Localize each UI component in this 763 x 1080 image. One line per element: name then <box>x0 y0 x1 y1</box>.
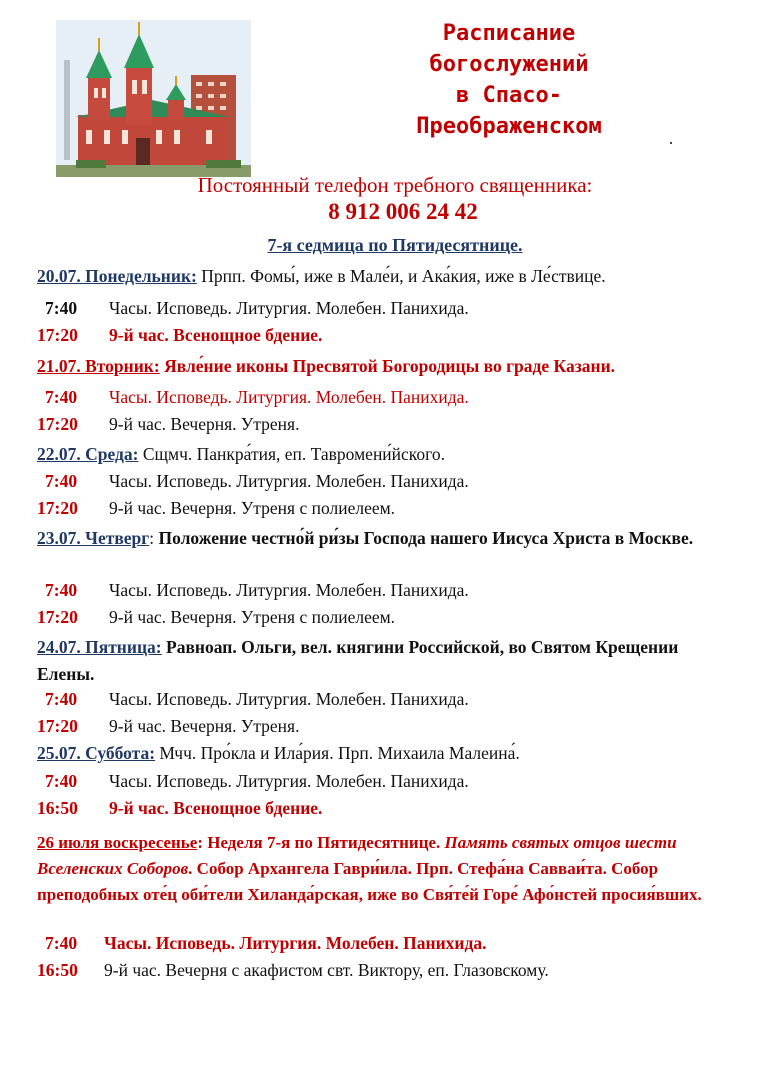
service-time: 7:40 <box>45 471 78 491</box>
day-description: Сщмч. Панкра́тия, еп. Тавромени́йского. <box>142 444 446 464</box>
service-text: 9-й час. Вечерня. Утреня. <box>109 414 300 434</box>
service-row <box>37 689 469 710</box>
day-date: 22.07. Среда: <box>37 444 139 464</box>
day-date: 23.07. Четверг <box>37 528 150 548</box>
day-description: Положение честно́й ри́зы Господа нашего Иисуса Христа в Москве. <box>158 528 694 548</box>
phone-number: 8 912 006 24 42 <box>328 199 478 224</box>
service-row <box>37 771 469 792</box>
service-row <box>37 580 469 601</box>
service-row <box>37 716 299 737</box>
day-header <box>37 266 606 287</box>
service-text: 9-й час. Всенощное бдение. <box>109 798 323 818</box>
service-time: 7:40 <box>45 387 78 407</box>
day-date: 20.07. Понедельник: <box>37 266 197 286</box>
stray-dot <box>670 142 672 144</box>
day-header <box>37 830 737 908</box>
service-text: 9-й час. Всенощное бдение. <box>109 325 323 345</box>
service-text: Часы. Исповедь. Литургия. Молебен. Панихида. <box>109 387 469 407</box>
page-title <box>370 18 648 142</box>
service-time: 17:20 <box>37 607 78 627</box>
service-time: 16:50 <box>37 798 78 818</box>
title-line: богослужений <box>429 52 589 77</box>
church-illustration <box>56 20 251 177</box>
service-text: 9-й час. Вечерня. Утреня. <box>109 716 300 736</box>
service-text: Часы. Исповедь. Литургия. Молебен. Панихида. <box>109 580 469 600</box>
day-description: Прпп. Фомы́, иже в Мале́и, и Ака́кия, иже в Ле́ствице. <box>201 266 606 286</box>
church-photo <box>56 20 251 177</box>
day-date: 26 июля воскресенье <box>37 833 198 852</box>
service-time: 17:20 <box>37 498 78 518</box>
service-row <box>37 387 469 408</box>
day-separator: : <box>149 528 155 548</box>
service-row <box>37 498 395 519</box>
service-row <box>37 607 395 628</box>
service-row <box>37 960 549 981</box>
phone-label: Постоянный телефон требного священника: <box>197 173 593 197</box>
service-time: 16:50 <box>37 960 78 980</box>
day-date: 25.07. Суббота: <box>37 743 156 763</box>
day-description: Равноап. Ольги, вел. княгини Российской, во Святом Крещении Елены. <box>37 637 679 684</box>
day-date: 21.07. Вторник: <box>37 356 160 376</box>
service-time: 7:40 <box>45 933 78 953</box>
service-text: Часы. Исповедь. Литургия. Молебен. Панихида. <box>104 933 487 953</box>
service-text: 9-й час. Вечерня. Утреня с полиелеем. <box>109 498 396 518</box>
service-text: 9-й час. Вечерня. Утреня с полиелеем. <box>109 607 396 627</box>
day-description: Неделя 7-я по Пятидесятнице. <box>207 833 441 852</box>
service-row <box>37 325 322 346</box>
service-time: 17:20 <box>37 716 78 736</box>
title-line: в Спасо- <box>456 83 562 108</box>
service-row <box>37 471 469 492</box>
day-description-italic: Память святых отцов шести Вселенских Соборов <box>37 833 677 878</box>
service-time: 7:40 <box>45 771 78 791</box>
day-header <box>37 444 445 465</box>
day-description: Мчч. Про́кла и Ила́рия. Прп. Михаила Малеина́. <box>159 743 520 763</box>
service-time: 17:20 <box>37 325 78 345</box>
day-description: Явле́ние иконы Пресвятой Богородицы во граде Казани. <box>164 356 616 376</box>
day-header <box>37 356 615 377</box>
day-header <box>37 525 727 552</box>
service-text: 9-й час. Вечерня с акафистом свт. Виктору, еп. Глазовскому. <box>104 960 549 980</box>
service-text: Часы. Исповедь. Литургия. Молебен. Панихида. <box>109 689 469 709</box>
service-time: 7:40 <box>45 298 78 318</box>
service-row <box>37 933 486 954</box>
day-date: 24.07. Пятница: <box>37 637 162 657</box>
service-row <box>37 298 469 319</box>
day-description-rest: . Собор Архангела Гаври́ила. Прп. Стефа́на Савваи́та. Собор преподобных оте́ц оби́тели Хиланда́рская, иже во Свя́те́й Горе́ Афо́нстей просия́вших. <box>37 859 702 904</box>
day-header <box>37 634 727 688</box>
title-line: Преображенском <box>416 114 602 139</box>
day-separator: : <box>197 833 204 852</box>
service-text: Часы. Исповедь. Литургия. Молебен. Панихида. <box>109 298 469 318</box>
service-row <box>37 798 322 819</box>
service-text: Часы. Исповедь. Литургия. Молебен. Панихида. <box>109 471 469 491</box>
day-header <box>37 743 520 764</box>
service-text: Часы. Исповедь. Литургия. Молебен. Панихида. <box>109 771 469 791</box>
week-heading: 7-я седмица по Пятидесятнице. <box>267 235 523 255</box>
service-time: 7:40 <box>45 689 78 709</box>
service-time: 7:40 <box>45 580 78 600</box>
service-time: 17:20 <box>37 414 78 434</box>
title-line: Расписание <box>442 21 576 46</box>
service-row <box>37 414 299 435</box>
